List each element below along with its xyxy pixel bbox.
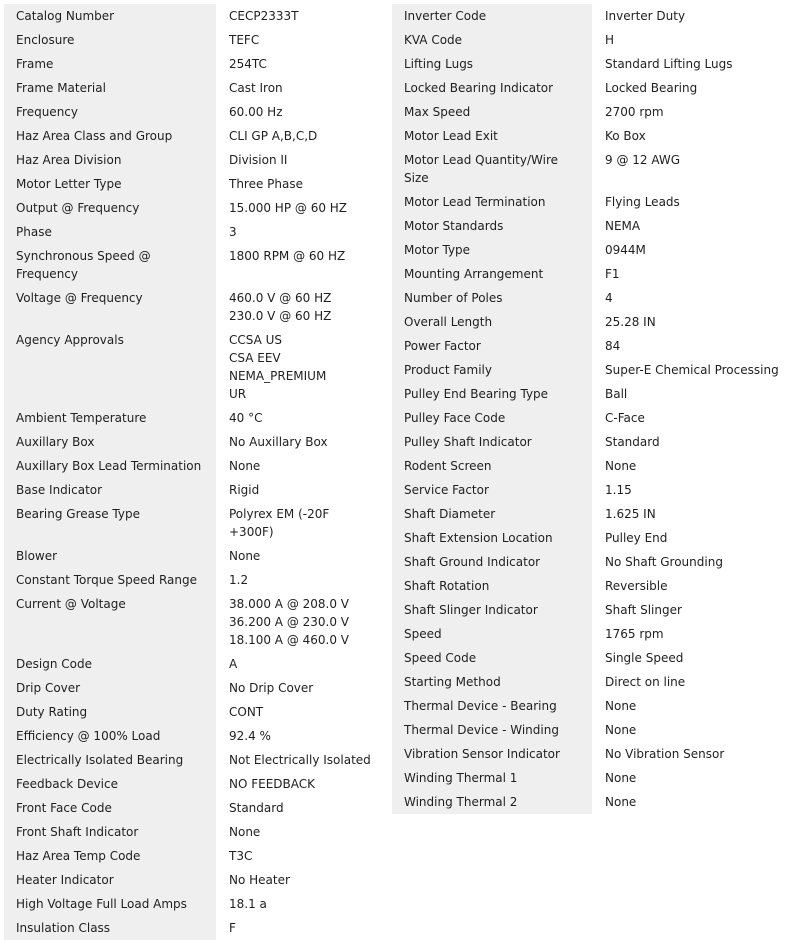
spec-row-haz-area-temp-code <box>4 844 384 868</box>
spec-value: None <box>605 795 637 809</box>
spec-label: Motor Lead Exit <box>392 124 592 148</box>
spec-row-voltage-frequency <box>4 286 384 328</box>
spec-row-synchronous-speed-frequency <box>4 244 384 286</box>
spec-row-motor-standards <box>392 214 789 238</box>
spec-value: 254TC <box>229 57 267 71</box>
spec-row-shaft-slinger-indicator <box>392 598 789 622</box>
spec-value: No Heater <box>229 873 290 887</box>
spec-value: Standard Lifting Lugs <box>605 57 733 71</box>
spec-value: 1.2 <box>229 573 249 587</box>
spec-value: None <box>229 549 261 563</box>
spec-value: Not Electrically Isolated <box>229 753 371 767</box>
spec-row-electrically-isolated-bearing <box>4 748 384 772</box>
spec-label: Speed <box>392 622 592 646</box>
spec-row-pulley-face-code <box>392 406 789 430</box>
spec-value: 38.000 A @ 208.0 V 36.200 A @ 230.0 V 18.100 A @ 460.0 V <box>229 597 350 647</box>
spec-row-thermal-device-bearing <box>392 694 789 718</box>
spec-label: Winding Thermal 2 <box>392 790 592 814</box>
spec-label: Auxillary Box Lead Termination <box>4 454 216 478</box>
spec-label: Drip Cover <box>4 676 216 700</box>
spec-label: Thermal Device - Bearing <box>392 694 592 718</box>
spec-label: KVA Code <box>392 28 592 52</box>
spec-value: None <box>605 771 637 785</box>
spec-value: CONT <box>229 705 264 719</box>
spec-row-starting-method <box>392 670 789 694</box>
spec-value: T3C <box>229 849 253 863</box>
spec-value: Division II <box>229 153 288 167</box>
spec-value: Locked Bearing <box>605 81 698 95</box>
spec-label: Motor Lead Termination <box>392 190 592 214</box>
spec-label: Lifting Lugs <box>392 52 592 76</box>
spec-label: Power Factor <box>392 334 592 358</box>
spec-row-shaft-ground-indicator <box>392 550 789 574</box>
spec-row-front-shaft-indicator <box>4 820 384 844</box>
spec-label: Enclosure <box>4 28 216 52</box>
spec-value: Standard <box>605 435 660 449</box>
spec-row-frequency <box>4 100 384 124</box>
spec-row-power-factor <box>392 334 789 358</box>
spec-row-speed <box>392 622 789 646</box>
spec-value: No Drip Cover <box>229 681 314 695</box>
spec-label: Rodent Screen <box>392 454 592 478</box>
spec-row-frame <box>4 52 384 76</box>
spec-label: Insulation Class <box>4 916 216 940</box>
spec-label: Starting Method <box>392 670 592 694</box>
spec-label: Pulley Face Code <box>392 406 592 430</box>
spec-row-motor-letter-type <box>4 172 384 196</box>
spec-value: No Auxillary Box <box>229 435 328 449</box>
spec-value: 1765 rpm <box>605 627 664 641</box>
spec-row-current-voltage <box>4 592 384 652</box>
spec-value: Rigid <box>229 483 260 497</box>
spec-row-lifting-lugs <box>392 52 789 76</box>
spec-row-drip-cover <box>4 676 384 700</box>
spec-label: Current @ Voltage <box>4 592 216 652</box>
spec-row-efficiency-100-load <box>4 724 384 748</box>
spec-label: Front Shaft Indicator <box>4 820 216 844</box>
spec-label: Ambient Temperature <box>4 406 216 430</box>
spec-value: No Shaft Grounding <box>605 555 723 569</box>
spec-value: Super-E Chemical Processing <box>605 363 779 377</box>
spec-row-locked-bearing-indicator <box>392 76 789 100</box>
spec-value: None <box>605 699 637 713</box>
spec-column-left <box>4 4 384 940</box>
spec-label: Voltage @ Frequency <box>4 286 216 328</box>
spec-row-constant-torque-speed-range <box>4 568 384 592</box>
spec-label: Phase <box>4 220 216 244</box>
spec-label: Thermal Device - Winding <box>392 718 592 742</box>
spec-value: 460.0 V @ 60 HZ 230.0 V @ 60 HZ <box>229 291 332 323</box>
spec-value: NEMA <box>605 219 641 233</box>
spec-label: High Voltage Full Load Amps <box>4 892 216 916</box>
spec-row-mounting-arrangement <box>392 262 789 286</box>
spec-row-bearing-grease-type <box>4 502 384 544</box>
spec-label: Speed Code <box>392 646 592 670</box>
spec-row-feedback-device <box>4 772 384 796</box>
spec-value: Direct on line <box>605 675 686 689</box>
spec-label: Electrically Isolated Bearing <box>4 748 216 772</box>
spec-row-number-of-poles <box>392 286 789 310</box>
spec-label: Product Family <box>392 358 592 382</box>
spec-label: Front Face Code <box>4 796 216 820</box>
spec-value: CLI GP A,B,C,D <box>229 129 318 143</box>
spec-value: 4 <box>605 291 613 305</box>
spec-label: Frame <box>4 52 216 76</box>
spec-label: Mounting Arrangement <box>392 262 592 286</box>
spec-label: Catalog Number <box>4 4 216 28</box>
spec-row-duty-rating <box>4 700 384 724</box>
spec-value: Inverter Duty <box>605 9 686 23</box>
spec-row-haz-area-class-and-group <box>4 124 384 148</box>
spec-label: Synchronous Speed @ Frequency <box>4 244 216 286</box>
spec-row-inverter-code <box>392 4 789 28</box>
spec-row-product-family <box>392 358 789 382</box>
spec-value: 3 <box>229 225 237 239</box>
spec-value: None <box>229 825 261 839</box>
spec-label: Locked Bearing Indicator <box>392 76 592 100</box>
spec-row-winding-thermal-1 <box>392 766 789 790</box>
spec-value: 84 <box>605 339 621 353</box>
spec-value: Flying Leads <box>605 195 680 209</box>
spec-label: Shaft Diameter <box>392 502 592 526</box>
spec-value: Ko Box <box>605 129 646 143</box>
spec-row-winding-thermal-2 <box>392 790 789 814</box>
spec-value: Reversible <box>605 579 668 593</box>
spec-label: Shaft Rotation <box>392 574 592 598</box>
spec-value: 9 @ 12 AWG <box>605 153 681 167</box>
spec-row-blower <box>4 544 384 568</box>
spec-row-shaft-diameter <box>392 502 789 526</box>
spec-row-high-voltage-full-load-amps <box>4 892 384 916</box>
spec-row-agency-approvals <box>4 328 384 406</box>
spec-value: CECP2333T <box>229 9 299 23</box>
spec-value: Shaft Slinger <box>605 603 682 617</box>
spec-row-pulley-end-bearing-type <box>392 382 789 406</box>
spec-value: 2700 rpm <box>605 105 664 119</box>
spec-label: Max Speed <box>392 100 592 124</box>
spec-label: Efficiency @ 100% Load <box>4 724 216 748</box>
spec-value: None <box>605 723 637 737</box>
spec-label: Pulley End Bearing Type <box>392 382 592 406</box>
spec-column-right <box>392 4 789 814</box>
spec-value: Standard <box>229 801 284 815</box>
spec-value: A <box>229 657 238 671</box>
spec-row-design-code <box>4 652 384 676</box>
spec-row-pulley-shaft-indicator <box>392 430 789 454</box>
spec-label: Duty Rating <box>4 700 216 724</box>
spec-label: Number of Poles <box>392 286 592 310</box>
spec-value: Cast Iron <box>229 81 283 95</box>
spec-label: Haz Area Temp Code <box>4 844 216 868</box>
spec-label: Winding Thermal 1 <box>392 766 592 790</box>
spec-row-phase <box>4 220 384 244</box>
spec-value: 92.4 % <box>229 729 271 743</box>
spec-label: Frame Material <box>4 76 216 100</box>
spec-row-catalog-number <box>4 4 384 28</box>
spec-value: TEFC <box>229 33 260 47</box>
spec-row-auxillary-box-lead-termination <box>4 454 384 478</box>
spec-row-speed-code <box>392 646 789 670</box>
spec-value: Pulley End <box>605 531 668 545</box>
spec-label: Pulley Shaft Indicator <box>392 430 592 454</box>
spec-label: Motor Letter Type <box>4 172 216 196</box>
spec-value: CCSA US CSA EEV NEMA_PREMIUM UR <box>229 333 327 401</box>
spec-label: Haz Area Division <box>4 148 216 172</box>
spec-label: Overall Length <box>392 310 592 334</box>
spec-value: 1.15 <box>605 483 632 497</box>
spec-label: Shaft Ground Indicator <box>392 550 592 574</box>
spec-label: Motor Standards <box>392 214 592 238</box>
spec-value: None <box>229 459 261 473</box>
spec-value: 18.1 a <box>229 897 267 911</box>
spec-row-haz-area-division <box>4 148 384 172</box>
spec-label: Haz Area Class and Group <box>4 124 216 148</box>
spec-row-motor-type <box>392 238 789 262</box>
spec-value: 60.00 Hz <box>229 105 283 119</box>
spec-row-motor-lead-exit <box>392 124 789 148</box>
spec-value: F1 <box>605 267 620 281</box>
spec-value: Single Speed <box>605 651 684 665</box>
spec-label: Inverter Code <box>392 4 592 28</box>
spec-row-frame-material <box>4 76 384 100</box>
spec-label: Output @ Frequency <box>4 196 216 220</box>
spec-row-motor-lead-quantity-wire-size <box>392 148 789 190</box>
spec-label: Shaft Extension Location <box>392 526 592 550</box>
spec-row-auxillary-box <box>4 430 384 454</box>
spec-label: Motor Lead Quantity/Wire Size <box>392 148 592 190</box>
spec-value: C-Face <box>605 411 645 425</box>
spec-label: Feedback Device <box>4 772 216 796</box>
spec-label: Shaft Slinger Indicator <box>392 598 592 622</box>
spec-label: Motor Type <box>392 238 592 262</box>
spec-row-front-face-code <box>4 796 384 820</box>
spec-label: Base Indicator <box>4 478 216 502</box>
spec-value: Three Phase <box>229 177 304 191</box>
spec-row-ambient-temperature <box>4 406 384 430</box>
spec-label: Constant Torque Speed Range <box>4 568 216 592</box>
spec-label: Service Factor <box>392 478 592 502</box>
spec-value: 1.625 IN <box>605 507 656 521</box>
spec-label: Agency Approvals <box>4 328 216 406</box>
spec-value: 15.000 HP @ 60 HZ <box>229 201 348 215</box>
spec-row-motor-lead-termination <box>392 190 789 214</box>
spec-row-base-indicator <box>4 478 384 502</box>
spec-row-thermal-device-winding <box>392 718 789 742</box>
spec-value: 1800 RPM @ 60 HZ <box>229 249 346 263</box>
spec-row-service-factor <box>392 478 789 502</box>
spec-value: 0944M <box>605 243 646 257</box>
spec-value: None <box>605 459 637 473</box>
spec-row-overall-length <box>392 310 789 334</box>
spec-row-kva-code <box>392 28 789 52</box>
spec-row-vibration-sensor-indicator <box>392 742 789 766</box>
spec-row-heater-indicator <box>4 868 384 892</box>
spec-row-output-frequency <box>4 196 384 220</box>
spec-row-shaft-rotation <box>392 574 789 598</box>
spec-label: Heater Indicator <box>4 868 216 892</box>
spec-value: No Vibration Sensor <box>605 747 725 761</box>
spec-row-shaft-extension-location <box>392 526 789 550</box>
spec-value: 25.28 IN <box>605 315 656 329</box>
spec-label: Vibration Sensor Indicator <box>392 742 592 766</box>
spec-value: H <box>605 33 615 47</box>
spec-row-insulation-class <box>4 916 384 940</box>
spec-label: Design Code <box>4 652 216 676</box>
spec-row-rodent-screen <box>392 454 789 478</box>
spec-value: Polyrex EM (-20F +300F) <box>229 507 330 539</box>
spec-value: 40 °C <box>229 411 263 425</box>
spec-label: Blower <box>4 544 216 568</box>
spec-value: F <box>229 921 236 935</box>
spec-label: Frequency <box>4 100 216 124</box>
spec-row-max-speed <box>392 100 789 124</box>
spec-label: Bearing Grease Type <box>4 502 216 544</box>
spec-value: Ball <box>605 387 628 401</box>
spec-value: NO FEEDBACK <box>229 777 316 791</box>
spec-label: Auxillary Box <box>4 430 216 454</box>
spec-row-enclosure <box>4 28 384 52</box>
